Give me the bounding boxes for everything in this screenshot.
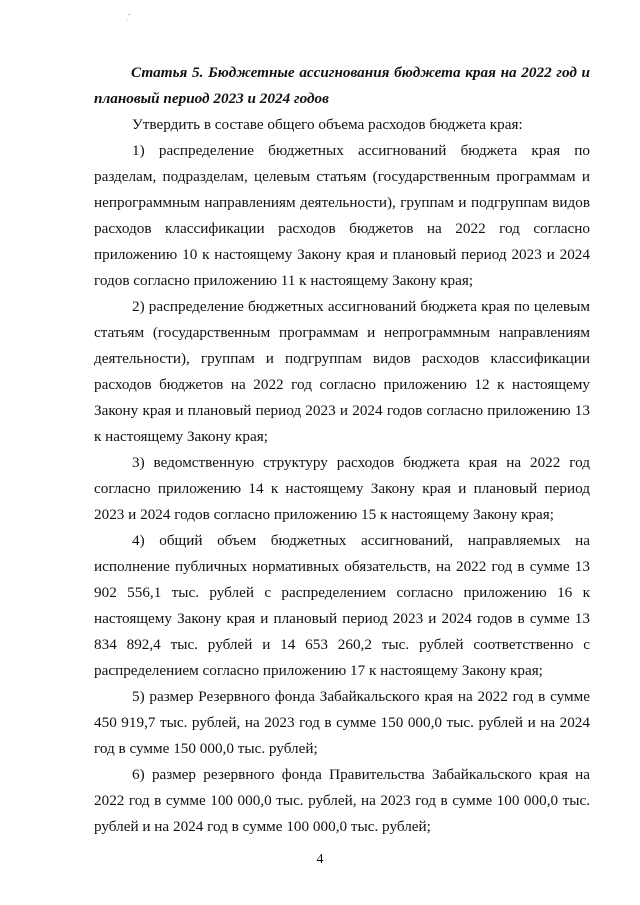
paragraph-item-4: 4) общий объем бюджетных ассигнований, направляемых на исполнение публичных нормативных обязательств, на 2022 год в сумме 13 902 556,1 тыс. рублей с распределением согласно приложению 16 к настоящему Закону края и плановый период 2023 и 2024 годов в сумме 13 834 892,4 тыс. рублей и 14 653 260,2 тыс. рублей соответственно с распределением согласно приложению 17 к настоящему Закону края; xyxy=(94,532,590,679)
intro-paragraph: Утвердить в составе общего объема расходов бюджета края: xyxy=(132,116,523,133)
paragraph-item-5: 5) размер Резервного фонда Забайкальского края на 2022 год в сумме 450 919,7 тыс. рублей, на 2023 год в сумме 150 000,0 тыс. рублей и на 2024 год в сумме 150 000,0 тыс. рублей; xyxy=(94,688,590,757)
page-number: 4 xyxy=(316,852,324,867)
paragraph-item-3: 3) ведомственную структуру расходов бюджета края на 2022 год согласно приложению 14 к настоящему Закону края и плановый период 2023 и 2024 годов согласно приложению 15 к настоящему Закону края; xyxy=(94,454,590,523)
paragraph-item-2: 2) распределение бюджетных ассигнований бюджета края по целевым статьям (государственным программам и непрограммным направлениям деятельности), группам и подгруппам видов расходов классификации расходов бюджетов на 2022 год согласно приложению 12 к настоящему Закону края и плановый период 2023 и 2024 годов согласно приложению 13 к настоящему Закону края; xyxy=(94,298,590,445)
scan-speck xyxy=(128,14,130,15)
paragraph-item-6: 6) размер резервного фонда Правительства Забайкальского края на 2022 год в сумме 100 000,0 тыс. рублей, на 2023 год в сумме 100 000,0 тыс. рублей и на 2024 год в сумме 100 000,0 тыс. рублей; xyxy=(94,766,590,835)
article-title: Статья 5. Бюджетные ассигнования бюджета края на 2022 год и плановый период 2023 и 2024 годов xyxy=(94,64,590,107)
scan-speck xyxy=(127,19,128,20)
paragraph-item-1: 1) распределение бюджетных ассигнований бюджета края по разделам, подразделам, целевым статьям (государственным программам и непрограммным направлениям деятельности), группам и подгруппам видов расходов классификации расходов бюджетов на 2022 год согласно приложению 10 к настоящему Закону края и плановый период 2023 и 2024 годов согласно приложению 11 к настоящему Закону края; xyxy=(94,142,590,289)
